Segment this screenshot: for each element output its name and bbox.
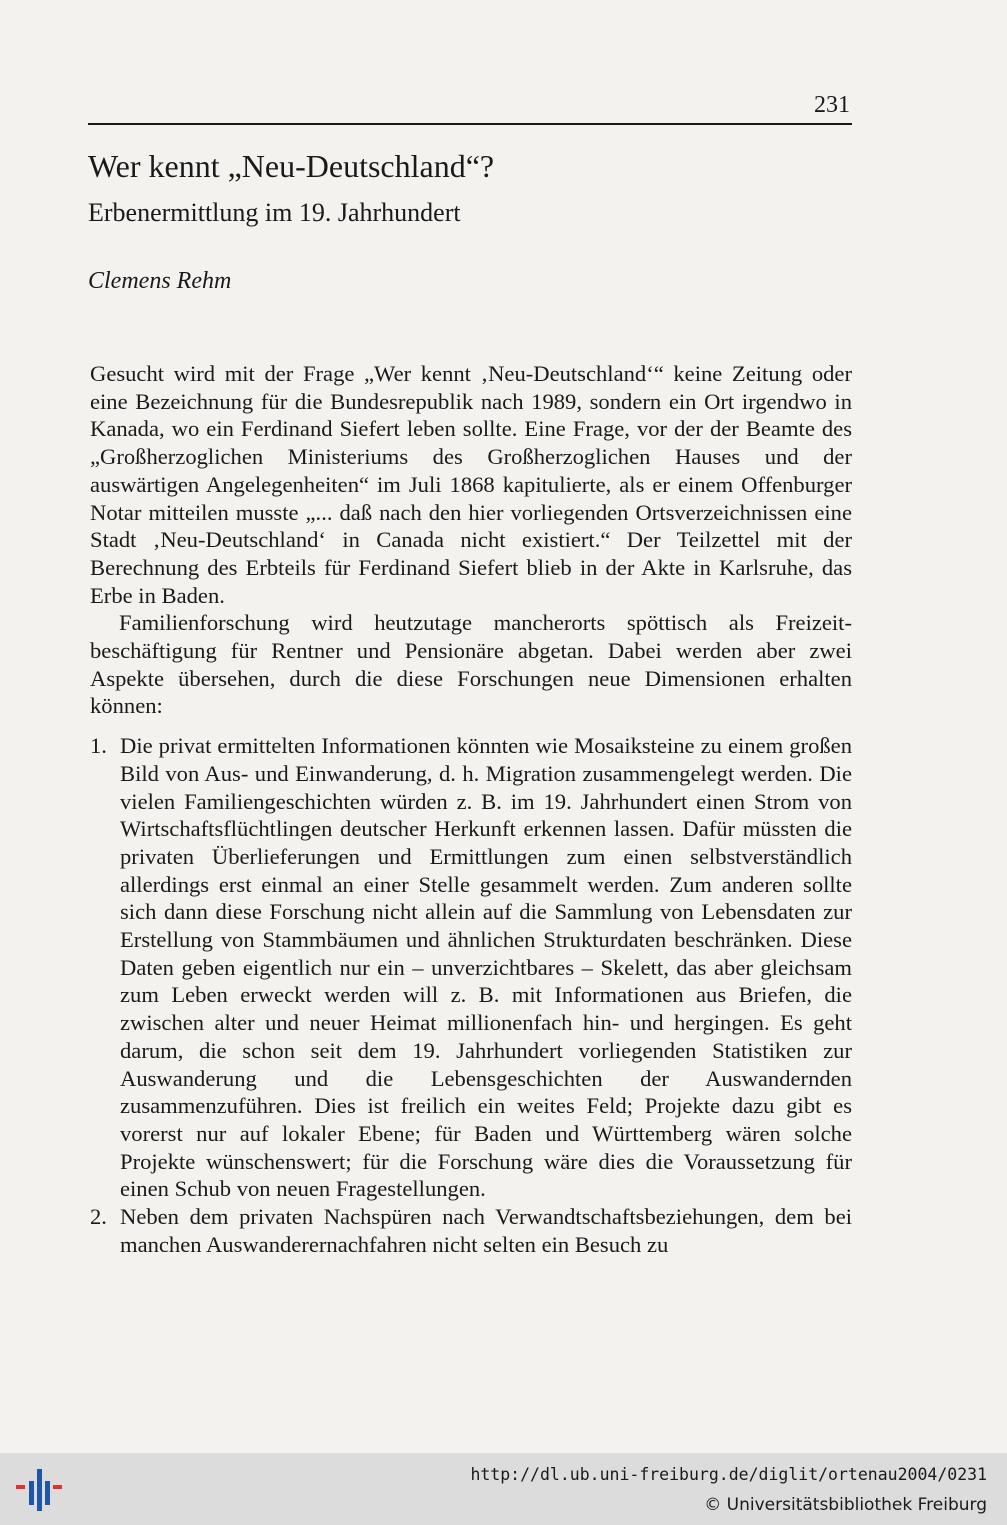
list-item-text: Neben dem privaten Nachspüren nach Verwandtschaftsbeziehungen, dem bei manchen Auswanderernachfahren nicht selten ein Besuch zu bbox=[120, 1204, 852, 1257]
article-title: Wer kennt „Neu-Deutschland“? bbox=[88, 148, 495, 184]
logo-red-right-mark bbox=[53, 1485, 62, 1489]
logo-red-left-mark bbox=[16, 1485, 25, 1489]
logo-blue-right-bar bbox=[45, 1481, 50, 1505]
paragraph-2: Familienforschung wird heutzutage mancherorts spöttisch als Freizeitbeschäftigung für Rentner und Pensionäre abgetan. Dabei werden aber zwei Aspekte übersehen, durch die diese Forschungen neue Dimensionen erhalten können: bbox=[90, 610, 852, 719]
list-item-text: Die privat ermittelten Informationen könnten wie Mosaiksteine zu einem großen Bild von Aus- und Einwanderung, d. h. Migration zusammengelegt werden. Die vielen Familiengeschichten würden z. B. im 19. Jahrhundert einen Strom von Wirtschaftsflüchtlingen deutscher Herkunft erkennen lassen. Dafür müssten die privaten Überlieferungen und Ermittlungen zum einen selbstverständlich allerdings erst einmal an einer Stelle gesammelt werden. Zum anderen sollte sich dann diese Forschung nicht allein auf die Sammlung von Lebensdaten zur Erstellung von Stammbäumen und ähnlichen Strukturdaten beschränken. Diese Daten geben eigentlich nur ein – unverzichtbares – Skelett, das aber gleichsam zum Leben erweckt werden will z. B. mit Informationen aus Briefen, die zwischen alter und neuer Heimat millionenfach hin- und hergingen. Es geht darum, die schon seit dem 19. Jahrhundert vorliegenden Statistiken zur Auswanderung und die Lebensgeschichten der Auswandernden zusammenzuführen. Dies ist freilich ein weites Feld; Projekte dazu gibt es vorerst nur auf lokaler Ebene; für Baden und Württemberg wären solche Projekte wünschenswert; für die Forschung wäre dies die Voraussetzung für einen Schub von neuen Fragestellungen. bbox=[120, 733, 852, 1202]
source-url[interactable]: http://dl.ub.uni-freiburg.de/diglit/ortenau2004/0231 bbox=[470, 1465, 987, 1484]
article-subtitle: Erbenermittlung im 19. Jahrhundert bbox=[88, 198, 461, 227]
page-number: 231 bbox=[814, 92, 850, 118]
numbered-list bbox=[90, 732, 852, 1258]
logo-blue-center-bar bbox=[37, 1469, 42, 1511]
header-rule bbox=[88, 123, 852, 125]
article-body bbox=[90, 360, 852, 1259]
ub-freiburg-logo-icon bbox=[14, 1467, 64, 1513]
article-author: Clemens Rehm bbox=[88, 268, 232, 294]
list-item bbox=[90, 1203, 852, 1258]
footer-bar bbox=[0, 1453, 1007, 1525]
list-item-number: 1. bbox=[90, 733, 107, 759]
list-item bbox=[90, 732, 852, 1203]
paragraph-1: Gesucht wird mit der Frage „Wer kennt ‚Neu-Deutschland‘“ keine Zeitung oder eine Bezeichnung für die Bundesrepublik nach 1989, sondern ein Ort irgendwo in Kanada, wo ein Ferdinand Siefert leben sollte. Eine Frage, vor der der Beamte des „Großherzoglichen Ministeriums des Großherzoglichen Hauses und der auswärtigen Angelegenheiten“ im Juli 1868 kapitulierte, als er einem Offenburger Notar mitteilen musste „... daß nach den hier vorliegenden Ortsverzeichnissen eine Stadt ‚Neu-Deutschland‘ in Canada nicht existiert.“ Der Teilzettel mit der Berechnung des Erbteils für Ferdinand Siefert blieb in der Akte in Karlsruhe, das Erbe in Baden. bbox=[90, 361, 852, 608]
copyright-notice: © Universitätsbibliothek Freiburg bbox=[704, 1495, 987, 1515]
list-item-number: 2. bbox=[90, 1204, 107, 1230]
logo-blue-left-bar bbox=[29, 1481, 34, 1505]
